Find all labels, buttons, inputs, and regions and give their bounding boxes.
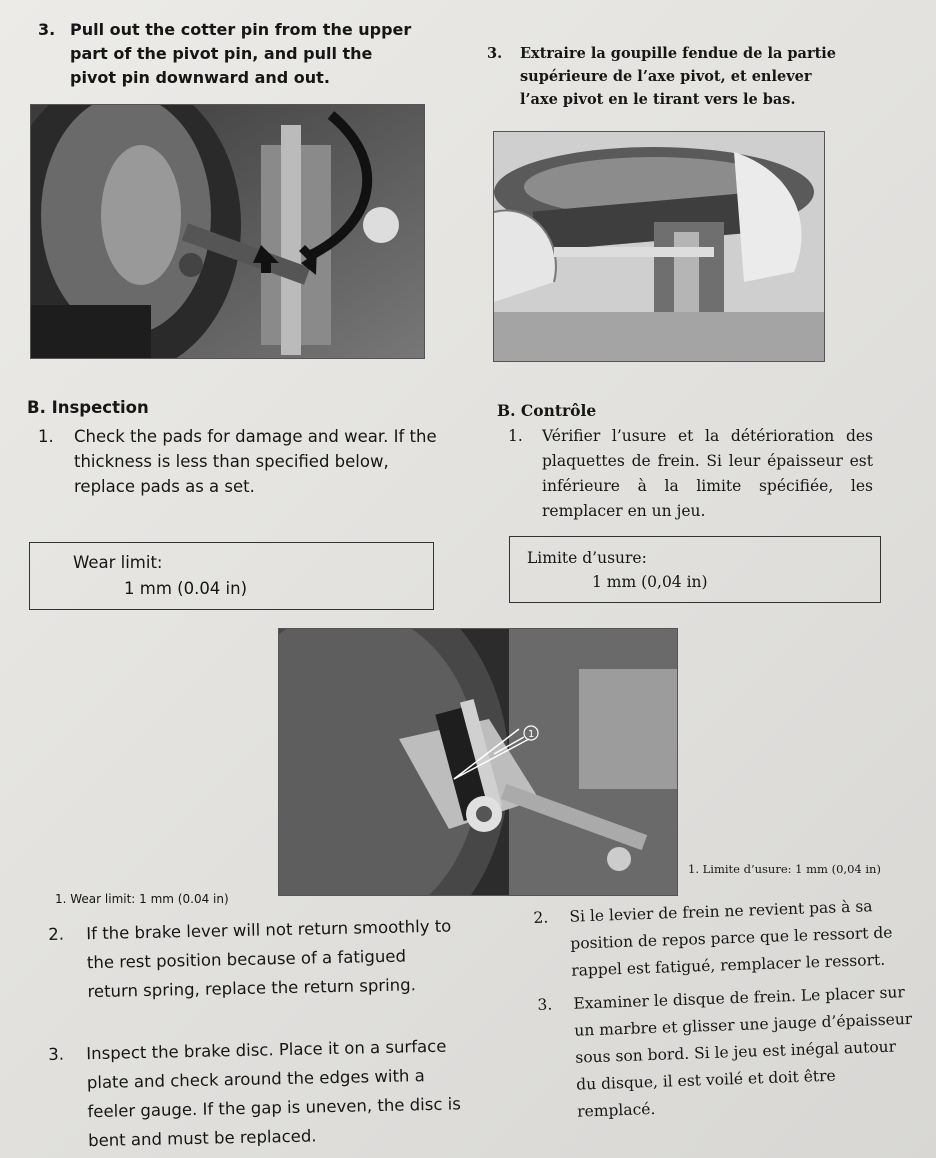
en-item-3 [48, 1031, 468, 1156]
photo-pivot-pin-removal-fr [493, 131, 825, 362]
callout-number: 1 [528, 729, 535, 740]
photo-brake-pad-wear [278, 628, 678, 896]
fr-controle-item-1-number: 1. [508, 427, 523, 445]
en-item-3-number: 3. [48, 1044, 65, 1064]
fr-controle-item-1-text: Vérifier l’usure et la détérioration des plaquettes de frein. Si leur épaisseur est inférieure à la limite spécifiée, les remplacer en un jeu. [542, 427, 873, 520]
photo-pivot-pin-removal [30, 104, 425, 359]
photo-brake-pad-graphic [279, 629, 677, 895]
fr-controle-item-1 [508, 424, 873, 524]
fr-step-3-number: 3. [487, 45, 503, 62]
en-step-3-text: Pull out the cotter pin from the upper part of the pivot pin, and pull the pivot pin downward and out. [70, 20, 412, 87]
fr-step-3-text: Extraire la goupille fendue de la partie supérieure de l’axe pivot, et enlever l’axe pivot en le tirant vers le bas. [520, 45, 837, 108]
en-inspection-item-1 [38, 424, 438, 499]
photo-pivot-pin-graphic [31, 105, 424, 358]
fr-item-3 [537, 979, 919, 1127]
fr-item-2-text: Si le levier de frein ne revient pas à sa position de repos parce que le ressort de rappel est fatigué, remplacer le ressort. [569, 897, 893, 980]
en-step-3 [38, 18, 423, 90]
en-inspection-item-1-text: Check the pads for damage and wear. If the thickness is less than specified below, replace pads as a set. [74, 427, 437, 496]
en-figure-caption: 1. Wear limit: 1 mm (0.04 in) [55, 892, 229, 906]
en-wear-limit-box [29, 542, 434, 610]
fr-item-3-text: Examiner le disque de frein. Le placer sur un marbre et glisser une jauge d’épaisseur sous son bord. Si le jeu est inégal autour du disque, il est voilé et doit être remplacé. [573, 983, 913, 1121]
photo-pivot-pin-fr-graphic [494, 132, 824, 361]
fr-figure-caption: 1. Limite d’usure: 1 mm (0,04 in) [688, 862, 881, 876]
en-inspection-item-1-number: 1. [38, 427, 54, 446]
fr-item-2 [533, 892, 914, 986]
en-item-3-text: Inspect the brake disc. Place it on a surface plate and check around the edges with a feeler gauge. If the gap is uneven, the disc is bent and must be replaced. [86, 1036, 462, 1151]
en-item-2-text: If the brake lever will not return smoothly to the rest position because of a fatigued return spring, replace the return spring. [86, 916, 452, 1002]
en-step-3-number: 3. [38, 20, 56, 39]
fr-item-2-number: 2. [533, 908, 549, 927]
fr-controle-heading: B. Contrôle [497, 401, 597, 420]
en-wear-limit-label: Wear limit: [73, 553, 163, 572]
fr-wear-limit-label: Limite d’usure: [527, 549, 647, 567]
fr-item-3-number: 3. [537, 995, 553, 1014]
en-inspection-heading: B. Inspection [27, 398, 149, 417]
fr-wear-limit-box [509, 536, 881, 603]
en-wear-limit-value: 1 mm (0.04 in) [124, 579, 248, 598]
en-item-2 [48, 911, 460, 1007]
en-item-2-number: 2. [48, 924, 65, 944]
fr-wear-limit-value: 1 mm (0,04 in) [592, 573, 708, 591]
fr-step-3 [487, 42, 847, 111]
